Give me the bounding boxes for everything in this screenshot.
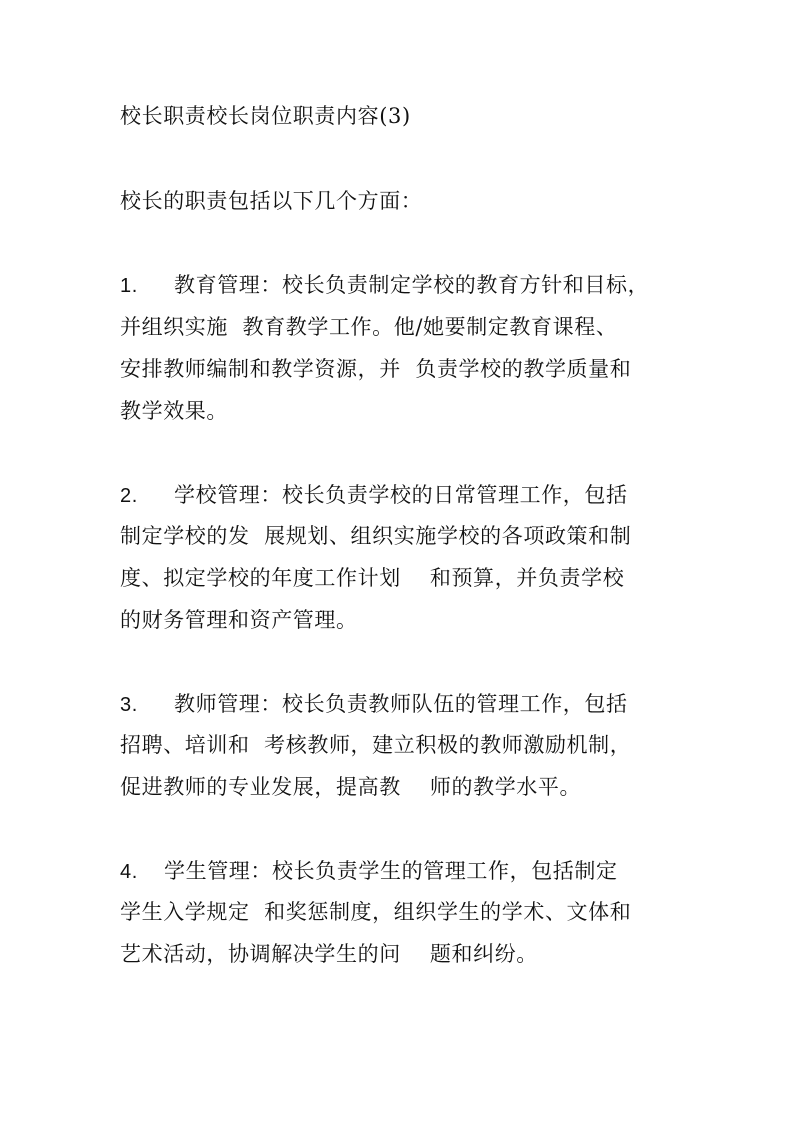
section-4-number: 4. [120, 861, 138, 883]
section-2-line-2: 制定学校的发 展规划、组织实施学校的各项政策和制 [120, 524, 632, 548]
section-1-line-1 [120, 271, 649, 300]
section-3-number: 3. [120, 694, 138, 716]
document-title: 校长职责校长岗位职责内容(3) [120, 104, 411, 128]
section-1-line-3: 安排教师编制和教学资源，并 负责学校的教学质量和 [120, 357, 632, 381]
section-1-text-1: 教育管理：校长负责制定学校的教育方针和目标， [174, 273, 650, 297]
section-3-line-3: 促进教师的专业发展，提高教 师的教学水平。 [120, 775, 582, 799]
section-4-line-2: 学生入学规定 和奖惩制度，组织学生的学术、文体和 [120, 900, 632, 924]
section-1-number: 1. [120, 275, 138, 297]
section-2-line-1 [120, 481, 628, 510]
section-2-text-1: 学校管理：校长负责学校的日常管理工作，包括 [174, 483, 628, 507]
section-4-line-3: 艺术活动，协调解决学生的问 题和纠纷。 [120, 942, 538, 966]
section-2-line-3: 度、拟定学校的年度工作计划 和预算，并负责学校 [120, 566, 625, 590]
section-4-text-1: 学生管理：校长负责学生的管理工作，包括制定 [164, 859, 618, 883]
section-3-line-2: 招聘、培训和 考核教师，建立积极的教师激励机制， [120, 733, 632, 757]
section-1-line-2: 并组织实施 教育教学工作。他/她要制定教育课程、 [120, 315, 618, 339]
section-2-number: 2. [120, 485, 138, 507]
section-4-line-1 [120, 857, 618, 886]
section-1-line-4: 教学效果。 [120, 399, 228, 423]
section-2-line-4: 的财务管理和资产管理。 [120, 608, 358, 632]
section-3-text-1: 教师管理：校长负责教师队伍的管理工作，包括 [174, 692, 628, 716]
section-3-line-1 [120, 690, 628, 719]
intro-paragraph: 校长的职责包括以下几个方面： [120, 189, 423, 213]
